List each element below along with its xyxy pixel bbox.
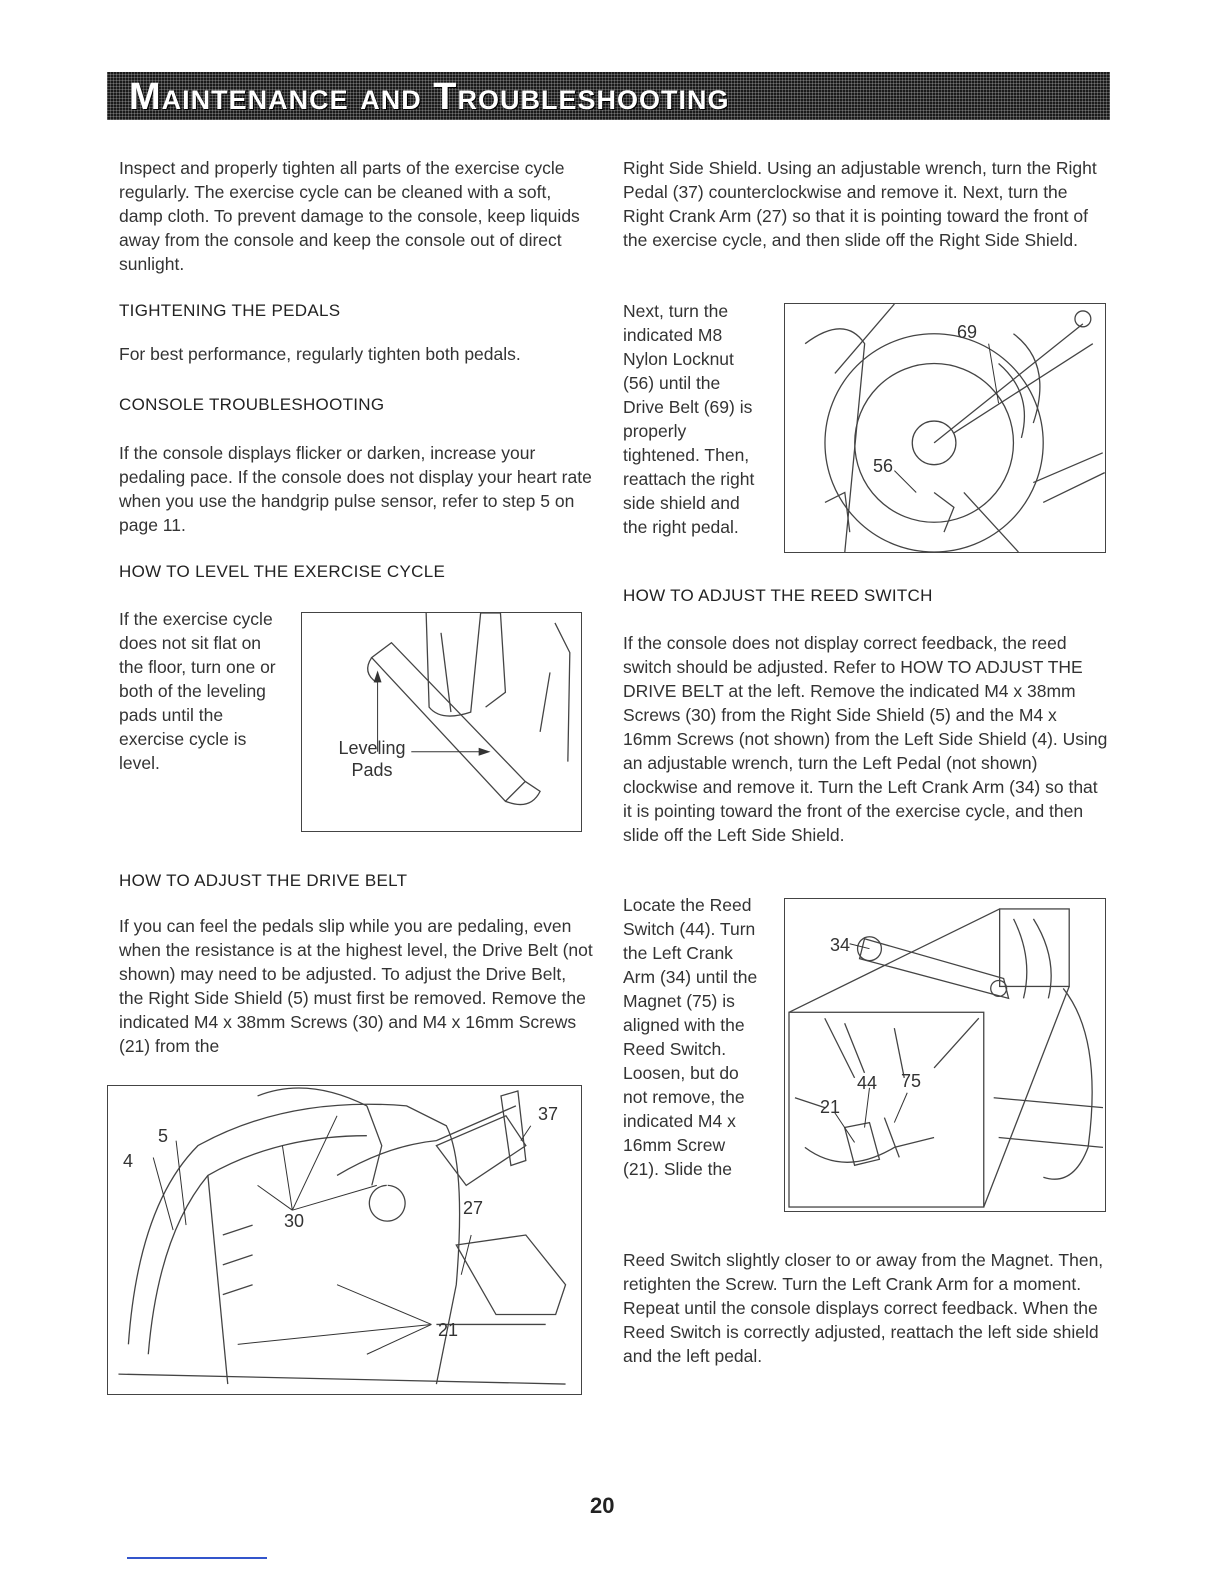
footer-rule: [127, 1557, 267, 1559]
callout-21-reed: 21: [820, 1097, 841, 1117]
drive-belt-figure: [784, 303, 1106, 553]
reed-switch-figure: [784, 898, 1106, 1212]
drive-belt-drawing: [785, 304, 1105, 552]
locknut-paragraph: Next, turn the indicated M8 Nylon Locknut (56) until the Drive Belt (69) is properly tightened. Then, reattach the right side shield and the right pedal.: [623, 301, 755, 537]
locate-continued-paragraph: Reed Switch slightly closer to or away from the Magnet. Then, retighten the Screw. Turn the Left Crank Arm for a moment. Repeat until the console displays correct feedback. When the Reed Switch is correctly adjusted, reattach the left side shield and the left pedal.: [623, 1250, 1104, 1366]
section-banner: [107, 72, 1110, 120]
console-heading: CONSOLE TROUBLESHOOTING: [119, 395, 385, 414]
callout-4: 4: [123, 1151, 134, 1171]
level-paragraph: If the exercise cycle does not sit flat on the floor, turn one or both of the leveling pads until the exercise cycle is level.: [119, 609, 276, 773]
reed-heading: HOW TO ADJUST THE REED SWITCH: [623, 586, 933, 605]
level-heading: HOW TO LEVEL THE EXERCISE CYCLE: [119, 562, 446, 581]
callout-44: 44: [857, 1073, 878, 1093]
page-title: Maintenance and Troubleshooting: [129, 76, 730, 118]
belt-heading: HOW TO ADJUST THE DRIVE BELT: [119, 871, 408, 890]
leveling-pads-drawing: [302, 613, 581, 831]
locate-paragraph: Locate the Reed Switch (44). Turn the Left Crank Arm (34) until the Magnet (75) is aligned with the Reed Switch. Loosen, but do not remove, the indicated M4 x 16mm Screw (21). Slide the: [623, 895, 758, 1179]
page-number: 20: [590, 1493, 615, 1518]
intro-paragraph: Inspect and properly tighten all parts of the exercise cycle regularly. The exercise cycle can be cleaned with a soft, damp cloth. To prevent damage to the console, keep liquids away from the console and keep the console out of direct sunlight.: [119, 158, 580, 274]
callout-37: 37: [538, 1104, 559, 1124]
leveling-pads-label: Leveling Pads: [338, 738, 406, 780]
callout-69: 69: [957, 322, 978, 342]
side-shield-drawing: [108, 1086, 581, 1394]
leveling-pads-figure: [301, 612, 582, 832]
callout-30: 30: [284, 1211, 305, 1231]
side-shield-figure: [107, 1085, 582, 1395]
pedals-heading: TIGHTENING THE PEDALS: [119, 301, 341, 320]
console-paragraph: If the console displays flicker or darken, increase your pedaling pace. If the console does not display your heart rate when you use the handgrip pulse sensor, refer to step 5 on page 11.: [119, 443, 592, 535]
callout-34: 34: [830, 935, 851, 955]
reed-paragraph: If the console does not display correct feedback, the reed switch should be adjusted. Refer to HOW TO ADJUST THE DRIVE BELT at the left. Remove the indicated M4 x 38mm Screws (30) from the Right Side Shield (5) and the M4 x 16mm Screws (not shown) from the Left Side Shield (4). Using an adjustable wrench, turn the Left Pedal (not shown) clockwise and remove it. Turn the Left Crank Arm (34) so that it is pointing toward the front of the exercise cycle, and then slide off the Left Side Shield.: [623, 633, 1108, 845]
callout-21: 21: [438, 1320, 459, 1340]
callout-5: 5: [158, 1126, 169, 1146]
pedals-paragraph: For best performance, regularly tighten both pedals.: [119, 344, 521, 364]
belt-paragraph: If you can feel the pedals slip while you are pedaling, even when the resistance is at the highest level, the Drive Belt (not shown) may need to be adjusted. To adjust the Drive Belt, the Right Side Shield (5) must first be removed. Remove the indicated M4 x 38mm Screws (30) and M4 x 16mm Screws (21) from the: [119, 916, 593, 1056]
belt-continued-paragraph: Right Side Shield. Using an adjustable wrench, turn the Right Pedal (37) counterclockwise and remove it. Next, turn the Right Crank Arm (27) so that it is pointing toward the front of the exercise cycle, and then slide off the Right Side Shield.: [623, 158, 1097, 250]
callout-56: 56: [873, 456, 894, 476]
callout-27: 27: [463, 1198, 484, 1218]
callout-75: 75: [901, 1071, 922, 1091]
